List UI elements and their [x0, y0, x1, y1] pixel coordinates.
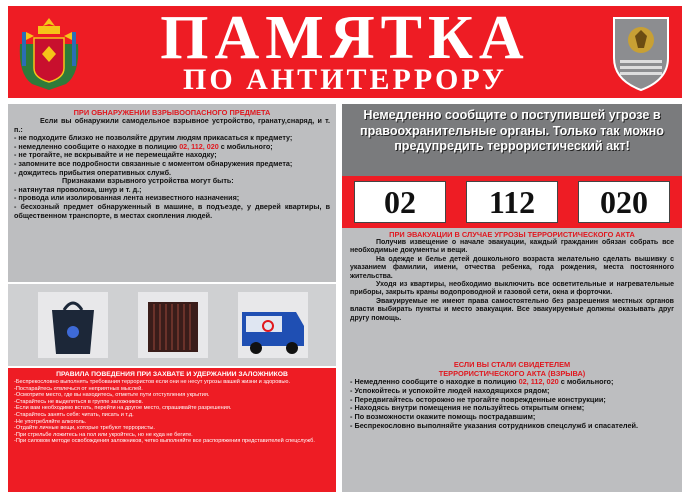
- hostage-heading: ПРАВИЛА ПОВЕДЕНИЯ ПРИ ЗАХВАТЕ И УДЕРЖАНИИ ЗАЛОЖНИКОВ: [56, 371, 288, 378]
- hostage-item: -Старайтесь не выделяться в группе заложников.: [14, 398, 144, 405]
- poster-header: [8, 6, 682, 98]
- hostage-item: -При стрельбе ложитесь на пол или укройтесь, но не куда не бегите.: [14, 431, 193, 438]
- explosive-device-section: [8, 104, 336, 282]
- poster-subtitle: ПО АНТИТЕРРОРУ: [183, 63, 507, 96]
- evacuation-paragraph: На одежде и белье детей дошкольного возраста желательно сделать вышивку с указанием фамилии, имени, отчества ребенка, года рождения, места постоянного жительства.: [350, 255, 674, 280]
- witness-item: - Находясь внутри помещения не пользуйтесь открытым огнем;: [350, 403, 585, 413]
- hostage-item: -Если вам необходимо встать, перейти на другое место, спрашивайте разрешения.: [14, 405, 232, 412]
- suspicious-bag-image: [38, 292, 108, 358]
- witness-heading-line2: ТЕРРОРИСТИЧЕСКОГО АКТА (ВЗРЫВА): [438, 369, 586, 378]
- emergency-number-020: 020: [578, 181, 670, 223]
- sign-item: - натянутая проволока, шнур и т. д.;: [14, 184, 142, 194]
- report-threat-callout: [342, 104, 682, 176]
- explosive-item-police: - немедленно сообщите о находке в полицию 02, 112, 020 с мобильного;: [14, 141, 273, 151]
- witness-item: - По возможности окажите помощь пострадавшим;: [350, 412, 536, 422]
- explosive-item: - не трогайте, не вскрывайте и не перемещайте находку;: [14, 150, 217, 160]
- evacuation-paragraph: Эвакуируемые не имеют права самостоятельно без разрешения местных органов власти выбирать пункты и место эвакуации. Все эвакуируемые должны оказывать друг другу помощь.: [350, 297, 674, 322]
- emergency-numbers-inline: 02, 112, 020: [179, 141, 219, 151]
- witness-item: - Успокойтесь и успокойте людей находящихся рядом;: [350, 385, 550, 395]
- emergency-numbers-inline: 02, 112, 020: [518, 377, 559, 386]
- illustrations-strip: [8, 284, 336, 366]
- hostage-item: -Осмотрите место, где вы находитесь, отметьте пути отступления укрытия.: [14, 392, 210, 399]
- hostage-item: -Старайтесь занять себя: читать, писать и т.д.: [14, 411, 134, 418]
- emergency-number-02: 02: [354, 181, 446, 223]
- explosive-heading: ПРИ ОБНАРУЖЕНИИ ВЗРЫВООПАСНОГО ПРЕДМЕТА: [73, 108, 271, 117]
- evacuation-paragraph: Получив извещение о начале эвакуации, каждый гражданин обязан собрать все необходимые документы и вещи.: [350, 239, 674, 255]
- callout-text: Немедленно сообщите о поступившей угрозе в правоохранительные органы. Только так можно предупредить террористический акт!: [359, 108, 664, 153]
- hostage-rules-section: [8, 368, 336, 492]
- abandoned-vehicle-image: [238, 292, 308, 358]
- sign-item: - провода или изолированная лента неизвестного назначения;: [14, 193, 240, 203]
- explosive-intro: Если вы обнаружили самодельное взрывное устройство, гранату,снаряд, и т. п.:: [14, 116, 330, 134]
- emergency-numbers-bar: [342, 176, 682, 228]
- witness-item-police: - Немедленно сообщите о находке в полицию 02, 112, 020 с мобильного;: [350, 377, 614, 386]
- hostage-item: -Беспрекословно выполнять требования террористов если они не несут угрозы вашей жизни и здоровью.: [14, 379, 291, 385]
- witness-item: - Передвигайтесь осторожно не трогайте поврежденные конструкции;: [350, 394, 606, 404]
- explosive-item: - не подходите близко не позволяйте другим людям прикасаться к предмету;: [14, 133, 293, 143]
- evacuation-section: [342, 228, 682, 358]
- suspicious-case-image: [138, 292, 208, 358]
- evacuation-heading: ПРИ ЭВАКУАЦИИ В СЛУЧАЕ УГРОЗЫ ТЕРРОРИСТИЧЕСКОГО АКТА: [389, 230, 635, 239]
- hostage-item: -При силовом методе освобождения заложников, четко выполняйте все распоряжения представителей спецслужб.: [14, 438, 315, 445]
- explosive-item: - дождитесь прибытия оперативных служб.: [14, 167, 172, 177]
- antiterror-committee-shield-icon: [606, 14, 676, 92]
- witness-item: - Беспрекословно выполняйте указания сотрудников спецслужб и спасателей.: [350, 420, 639, 430]
- signs-heading: Признаками взрывного устройства могут быть:: [62, 176, 234, 186]
- poster-title: ПАМЯТКА: [160, 4, 530, 72]
- witness-heading-line1: ЕСЛИ ВЫ СТАЛИ СВИДЕТЕЛЕМ: [453, 360, 571, 369]
- hostage-item: -Не употребляйте алкоголь.: [14, 418, 87, 425]
- hostage-item: -Постарайтесь отвлечься от неприятных мыслей.: [14, 385, 143, 392]
- evacuation-paragraph: Уходя из квартиры, необходимо выключить все осветительные и нагревательные приборы, закрыть краны водопроводной и газовой сети, окна и форточки.: [350, 281, 674, 297]
- sign-item: - бесхозный предмет обнаруженный в машине, в подъезде, у дверей квартиры, в общественном транспорте, в местах скопления людей.: [14, 201, 330, 220]
- explosive-item: - запомните все подробности связанные с моментом обнаружения предмета;: [14, 158, 293, 168]
- hostage-item: -Отдайте личные вещи, которые требуют террористы.: [14, 425, 155, 432]
- emergency-number-112: 112: [466, 181, 558, 223]
- witness-section: [342, 358, 682, 492]
